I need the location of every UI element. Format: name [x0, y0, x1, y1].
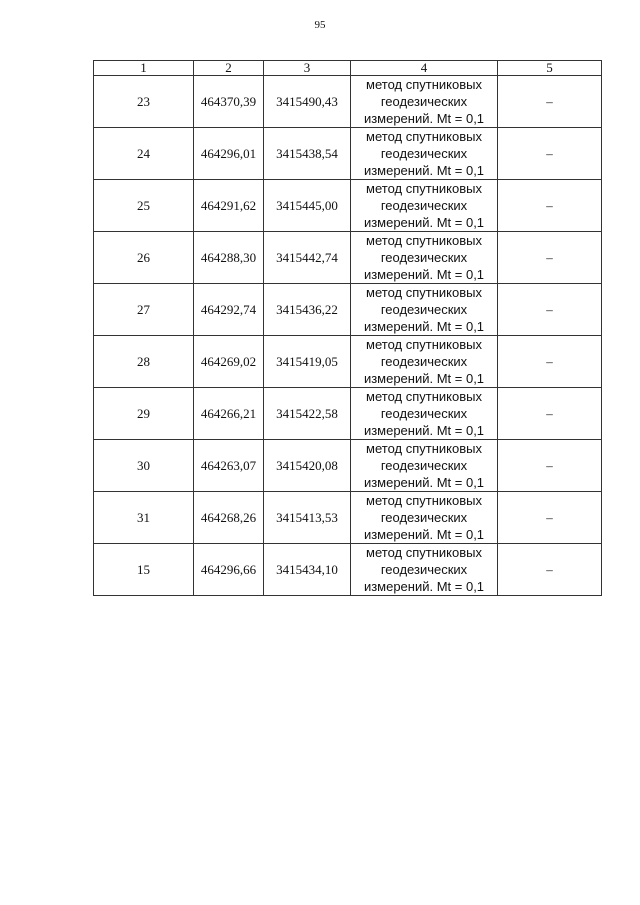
note-cell: –	[498, 440, 602, 492]
page-number: 95	[314, 19, 326, 31]
method-line: метод спутниковых	[366, 181, 482, 196]
method-cell	[351, 232, 498, 284]
column-header: 3	[264, 61, 351, 76]
y-coordinate-cell: 3415436,22	[264, 284, 351, 336]
column-header: 2	[194, 61, 264, 76]
y-coordinate-cell: 3415490,43	[264, 76, 351, 128]
table-row	[94, 440, 602, 492]
method-cell	[351, 388, 498, 440]
column-header: 1	[94, 61, 194, 76]
y-coordinate-cell: 3415442,74	[264, 232, 351, 284]
column-header: 4	[351, 61, 498, 76]
table-row	[94, 388, 602, 440]
method-line: геодезических	[380, 146, 468, 161]
table-row	[94, 128, 602, 180]
note-cell: –	[498, 388, 602, 440]
method-line: метод спутниковых	[366, 337, 482, 352]
method-line: измерений. Mt = 0,1	[363, 475, 485, 490]
method-cell	[351, 544, 498, 596]
method-cell	[351, 180, 498, 232]
point-number-cell: 30	[94, 440, 194, 492]
table-row	[94, 336, 602, 388]
y-coordinate-cell: 3415422,58	[264, 388, 351, 440]
method-line: метод спутниковых	[366, 545, 482, 560]
point-number-cell: 31	[94, 492, 194, 544]
method-line: измерений. Mt = 0,1	[363, 319, 485, 334]
y-coordinate-cell: 3415445,00	[264, 180, 351, 232]
point-number-cell: 29	[94, 388, 194, 440]
table-header-row	[94, 61, 602, 76]
x-coordinate-cell: 464288,30	[194, 232, 264, 284]
table-row	[94, 492, 602, 544]
point-number-cell: 23	[94, 76, 194, 128]
method-cell	[351, 284, 498, 336]
table-row	[94, 76, 602, 128]
point-number-cell: 27	[94, 284, 194, 336]
method-line: измерений. Mt = 0,1	[363, 423, 485, 438]
x-coordinate-cell: 464263,07	[194, 440, 264, 492]
y-coordinate-cell: 3415413,53	[264, 492, 351, 544]
x-coordinate-cell: 464296,66	[194, 544, 264, 596]
method-line: метод спутниковых	[366, 77, 482, 92]
method-line: геодезических	[380, 406, 468, 421]
point-number-cell: 24	[94, 128, 194, 180]
point-number-cell: 15	[94, 544, 194, 596]
point-number-cell: 26	[94, 232, 194, 284]
x-coordinate-cell: 464269,02	[194, 336, 264, 388]
note-cell: –	[498, 492, 602, 544]
method-line: метод спутниковых	[366, 441, 482, 456]
x-coordinate-cell: 464296,01	[194, 128, 264, 180]
y-coordinate-cell: 3415419,05	[264, 336, 351, 388]
note-cell: –	[498, 284, 602, 336]
method-cell	[351, 336, 498, 388]
method-line: измерений. Mt = 0,1	[363, 215, 485, 230]
table-row	[94, 180, 602, 232]
coordinates-table	[93, 60, 602, 596]
method-line: метод спутниковых	[366, 389, 482, 404]
note-cell: –	[498, 544, 602, 596]
method-cell	[351, 492, 498, 544]
method-line: метод спутниковых	[366, 233, 482, 248]
method-line: метод спутниковых	[366, 129, 482, 144]
point-number-cell: 25	[94, 180, 194, 232]
method-cell	[351, 76, 498, 128]
method-line: метод спутниковых	[366, 493, 482, 508]
method-line: геодезических	[380, 458, 468, 473]
y-coordinate-cell: 3415420,08	[264, 440, 351, 492]
method-line: измерений. Mt = 0,1	[363, 579, 485, 594]
x-coordinate-cell: 464266,21	[194, 388, 264, 440]
method-line: метод спутниковых	[366, 285, 482, 300]
note-cell: –	[498, 336, 602, 388]
method-line: измерений. Mt = 0,1	[363, 371, 485, 386]
table-row	[94, 284, 602, 336]
method-line: геодезических	[380, 302, 468, 317]
method-line: измерений. Mt = 0,1	[363, 163, 485, 178]
method-line: геодезических	[380, 198, 468, 213]
table-row	[94, 544, 602, 596]
method-line: геодезических	[380, 94, 468, 109]
note-cell: –	[498, 232, 602, 284]
method-line: геодезических	[380, 250, 468, 265]
method-cell	[351, 128, 498, 180]
note-cell: –	[498, 76, 602, 128]
method-line: измерений. Mt = 0,1	[363, 527, 485, 542]
method-line: измерений. Mt = 0,1	[363, 267, 485, 282]
x-coordinate-cell: 464370,39	[194, 76, 264, 128]
note-cell: –	[498, 128, 602, 180]
method-cell	[351, 440, 498, 492]
y-coordinate-cell: 3415438,54	[264, 128, 351, 180]
point-number-cell: 28	[94, 336, 194, 388]
column-header: 5	[498, 61, 602, 76]
x-coordinate-cell: 464292,74	[194, 284, 264, 336]
method-line: геодезических	[380, 510, 468, 525]
method-line: геодезических	[380, 354, 468, 369]
x-coordinate-cell: 464291,62	[194, 180, 264, 232]
note-cell: –	[498, 180, 602, 232]
method-line: измерений. Mt = 0,1	[363, 111, 485, 126]
x-coordinate-cell: 464268,26	[194, 492, 264, 544]
method-line: геодезических	[380, 562, 468, 577]
table-row	[94, 232, 602, 284]
y-coordinate-cell: 3415434,10	[264, 544, 351, 596]
table-body	[94, 76, 602, 596]
